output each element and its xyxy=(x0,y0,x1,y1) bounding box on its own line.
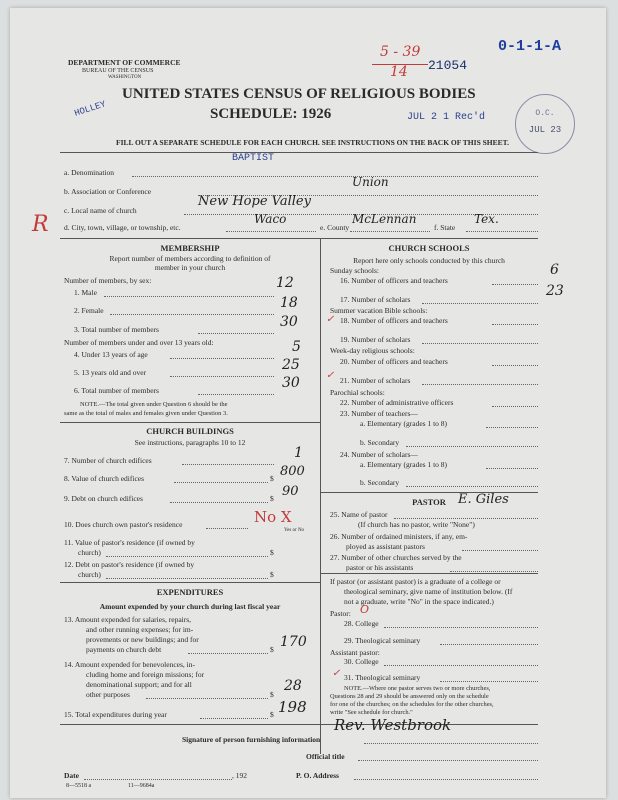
q17-label: 17. Number of scholars xyxy=(340,295,411,304)
q13-label-d: payments on church debt xyxy=(86,645,162,654)
q23-label: 23. Number of teachers— xyxy=(340,409,418,418)
q23a-label: a. Elementary (grades 1 to 8) xyxy=(360,419,448,428)
q6-line xyxy=(198,394,274,395)
membership-sub-2: member in your church xyxy=(154,263,226,272)
membership-note-2: same as the total of males and females given under Question 3. xyxy=(64,410,228,417)
form-title: UNITED STATES CENSUS OF RELIGIOUS BODIES xyxy=(122,86,476,102)
pastor-note-3: for one of the churches; on the schedules for the other churches, xyxy=(330,701,494,708)
official-title-label: Official title xyxy=(306,752,345,761)
pastor-note-2: Questions 28 and 29 should be answered only on the schedule xyxy=(330,693,489,700)
association-label: b. Association or Conference xyxy=(64,187,152,196)
expenditures-sub: Amount expended by your church during last fiscal year xyxy=(99,602,281,611)
pastor-red-mark: O xyxy=(360,603,370,616)
q19-label: 19. Number of scholars xyxy=(340,335,411,344)
schedule-title: SCHEDULE: 1926 xyxy=(210,106,332,122)
date-line xyxy=(84,779,232,780)
body-bottom-rule xyxy=(60,724,538,725)
schedule-number: 21054 xyxy=(428,58,468,73)
q12-label-b: church) xyxy=(78,570,101,579)
q3-label: 3. Total number of members xyxy=(74,325,159,334)
membership-title: MEMBERSHIP xyxy=(160,243,220,253)
denomination-line xyxy=(132,176,538,177)
q31-line xyxy=(440,681,538,682)
buildings-sub: See instructions, paragraphs 10 to 12 xyxy=(134,438,246,447)
holley-stamp: HOLLEY xyxy=(73,99,108,119)
q10-label: 10. Does church own pastor's residence xyxy=(64,520,183,529)
age-heading: Number of members under and over 13 years old: xyxy=(64,338,214,347)
q15-value: 198 xyxy=(278,698,307,716)
q4-label: 4. Under 13 years of age xyxy=(74,350,148,359)
date-label: Date xyxy=(64,771,79,780)
assistant-sublabel: Assistant pastor: xyxy=(330,648,380,657)
q1-value: 12 xyxy=(276,275,294,291)
q16-line xyxy=(492,284,538,285)
census-schedule-form xyxy=(10,8,606,798)
q15-dollar: $ xyxy=(270,710,274,719)
q21-label: 21. Number of scholars xyxy=(340,376,411,385)
q23b-line xyxy=(406,446,538,447)
q25-value: E. Giles xyxy=(458,492,509,507)
signature-value: Rev. Westbrook xyxy=(334,716,452,734)
q27-label-b: pastor or his assistants xyxy=(346,563,414,572)
pastor-note-4: write "See schedule for church." xyxy=(330,709,413,716)
q23a-line xyxy=(486,427,538,428)
form-number: 8—5518 a xyxy=(66,783,92,789)
q6-label: 6. Total number of members xyxy=(74,386,159,395)
po-address-label: P. O. Address xyxy=(296,771,339,780)
buildings-rule xyxy=(60,582,320,583)
denomination-label: a. Denomination xyxy=(64,168,114,177)
q20-line xyxy=(492,365,538,366)
q25-label: 25. Name of pastor xyxy=(330,510,388,519)
membership-note-1: NOTE.—The total given under Question 6 should be the xyxy=(80,401,228,408)
summer-schools: Summer vacation Bible schools: xyxy=(330,306,428,315)
q13-line xyxy=(188,653,268,654)
q24a-label: a. Elementary (grades 1 to 8) xyxy=(360,460,448,469)
pastor-note-1: NOTE.—Where one pastor serves two or more churches, xyxy=(344,685,491,692)
signature-line xyxy=(364,743,538,744)
q30-line xyxy=(384,665,538,666)
membership-sub-1: Report number of members according to definition of xyxy=(109,254,271,263)
city-line xyxy=(226,231,316,232)
city-label-d: d. City, town, village, or township, etc. xyxy=(64,223,181,232)
q26-label-b: ployed as assistant pastors xyxy=(346,542,425,551)
q9-line xyxy=(170,502,268,503)
official-title-line xyxy=(358,760,538,761)
q29-label: 29. Theological seminary xyxy=(344,636,421,645)
association-value: Union xyxy=(352,175,389,189)
q28-label: 28. College xyxy=(344,619,379,628)
q15-label: 15. Total expenditures during year xyxy=(64,710,167,719)
q22-label: 22. Number of administrative officers xyxy=(340,398,454,407)
q10-value: No X xyxy=(254,508,292,526)
county-line xyxy=(350,231,430,232)
county-label: e. County xyxy=(320,223,350,232)
q16-label: 16. Number of officers and teachers xyxy=(340,276,448,285)
q3-line xyxy=(198,333,274,334)
bureau-label: BUREAU OF THE CENSUS xyxy=(82,68,154,74)
q26-label-a: 26. Number of ordained ministers, if any, em- xyxy=(330,532,468,541)
department-label: DEPARTMENT OF COMMERCE xyxy=(68,58,181,67)
q23b-label: b. Secondary xyxy=(360,438,400,447)
q8-label: 8. Value of church edifices xyxy=(64,474,145,483)
q7-line xyxy=(182,464,274,465)
q15-line xyxy=(200,718,268,719)
print-number: 11—9684a xyxy=(128,783,155,789)
general-rule xyxy=(60,238,538,239)
church-name-label: c. Local name of church xyxy=(64,206,137,215)
q4-value: 5 xyxy=(292,339,301,355)
q10-line xyxy=(206,528,248,529)
q16-value: 6 xyxy=(550,262,559,278)
q29-line xyxy=(440,644,538,645)
q22-line xyxy=(492,406,538,407)
schools-title: CHURCH SCHOOLS xyxy=(388,243,470,253)
r-margin-mark: R xyxy=(32,212,49,237)
q5-value: 25 xyxy=(282,357,300,373)
q21-line xyxy=(422,384,538,385)
q2-label: 2. Female xyxy=(74,306,104,315)
q4-line xyxy=(170,358,274,359)
graduate-note-1: If pastor (or assistant pastor) is a graduate of a college or xyxy=(330,577,501,586)
buildings-title: CHURCH BUILDINGS xyxy=(146,426,234,436)
membership-rule xyxy=(60,422,320,423)
q5-line xyxy=(170,376,274,377)
q20-label: 20. Number of officers and teachers xyxy=(340,357,448,366)
q14-line xyxy=(146,698,268,699)
fraction-top: 5 - 39 xyxy=(380,44,421,60)
q9-dollar: $ xyxy=(270,494,274,503)
q31-label: 31. Theological seminary xyxy=(344,673,421,682)
q17-line xyxy=(422,303,538,304)
q12-line xyxy=(106,578,268,579)
q27-line xyxy=(450,571,538,572)
q31-check: ✓ xyxy=(332,668,341,679)
sunday-schools: Sunday schools: xyxy=(330,266,379,275)
q19-line xyxy=(422,343,538,344)
q14-label-c: denominational support; and for all xyxy=(86,680,192,689)
q7-value: 1 xyxy=(294,445,303,461)
city-value: Waco xyxy=(254,212,287,226)
q1-label: 1. Male xyxy=(74,288,97,297)
q25-note: (If church has no pastor, write "None") xyxy=(358,520,475,529)
header-rule xyxy=(60,152,538,153)
q27-label-a: 27. Number of other churches served by the xyxy=(330,553,462,562)
q14-label-d: other purposes xyxy=(86,690,130,699)
q13-value: 170 xyxy=(280,634,307,650)
q24-label: 24. Number of scholars— xyxy=(340,450,418,459)
q21-check: ✓ xyxy=(326,370,335,381)
q11-dollar: $ xyxy=(270,548,274,557)
file-code: 0-1-1-A xyxy=(498,38,562,55)
po-address-line xyxy=(354,779,538,780)
q13-label-a: 13. Amount expended for salaries, repairs, xyxy=(64,615,192,624)
q8-value: 800 xyxy=(280,464,305,479)
county-value: McLennan xyxy=(352,212,417,226)
q11-label-a: 11. Value of pastor's residence (if owned by xyxy=(64,538,195,547)
q9-label: 9. Debt on church edifices xyxy=(64,494,143,503)
members-by-sex: Number of members, by sex: xyxy=(64,276,152,285)
q14-dollar: $ xyxy=(270,690,274,699)
received-stamp: JUL 2 1 Rec'd xyxy=(407,112,486,123)
pastor-title: PASTOR xyxy=(412,497,446,507)
q8-dollar: $ xyxy=(270,474,274,483)
denomination-value: BAPTIST xyxy=(232,153,275,164)
q17-value: 23 xyxy=(546,283,564,299)
date-year: , 192 xyxy=(232,771,247,780)
q18-label: 18. Number of officers and teachers xyxy=(340,316,448,325)
seal-line-1: O.C. xyxy=(535,109,555,118)
church-name-value: New Hope Valley xyxy=(198,194,311,209)
expenditures-title: EXPENDITURES xyxy=(156,587,224,597)
q13-dollar: $ xyxy=(270,645,274,654)
state-value: Tex. xyxy=(474,212,499,226)
state-label: f. State xyxy=(434,223,456,232)
q13-label-b: and other running expenses; for im- xyxy=(86,625,194,634)
q24a-line xyxy=(486,468,538,469)
q7-label: 7. Number of church edifices xyxy=(64,456,152,465)
q26-line xyxy=(462,550,538,551)
graduate-note-3: not a graduate, write "No" in the space indicated.) xyxy=(344,597,494,606)
q30-label: 30. College xyxy=(344,657,379,666)
q14-label-a: 14. Amount expended for benevolences, in- xyxy=(64,660,196,669)
q2-value: 18 xyxy=(280,295,298,311)
schools-sub: Report here only schools conducted by this church xyxy=(353,256,505,265)
city-label: WASHINGTON xyxy=(108,75,142,80)
instruction-line: FILL OUT A SEPARATE SCHEDULE FOR EACH CHURCH. SEE INSTRUCTIONS ON THE BACK OF THIS SHEET. xyxy=(116,138,509,147)
q8-line xyxy=(174,482,268,483)
q18-line xyxy=(492,324,538,325)
q24b-line xyxy=(406,486,538,487)
received-seal xyxy=(515,94,575,154)
pastor-sublabel: Pastor: xyxy=(330,609,351,618)
signature-label: Signature of person furnishing information xyxy=(182,735,321,744)
q24b-label: b. Secondary xyxy=(360,478,400,487)
seal-line-2: JUL 23 xyxy=(528,125,562,135)
column-divider xyxy=(320,238,321,754)
q14-value: 28 xyxy=(284,678,302,694)
q9-value: 90 xyxy=(282,484,299,499)
q14-label-b: cluding home and foreign missions; for xyxy=(86,670,205,679)
q18-check: ✓ xyxy=(326,314,335,325)
q12-dollar: $ xyxy=(270,570,274,579)
q28-line xyxy=(384,627,538,628)
q1-line xyxy=(104,296,274,297)
parochial-schools: Parochial schools: xyxy=(330,388,385,397)
q3-value: 30 xyxy=(280,314,298,330)
state-line xyxy=(466,231,538,232)
weekday-schools: Week-day religious schools: xyxy=(330,346,415,355)
graduate-note-2: theological seminary, give name of institution below. (If xyxy=(344,587,513,596)
q6-value: 30 xyxy=(282,375,300,391)
q13-label-c: provements or new buildings; and for xyxy=(86,635,199,644)
q11-line xyxy=(106,556,268,557)
fraction-bottom: 14 xyxy=(390,64,408,80)
q25-line xyxy=(394,518,538,519)
pastor-rule xyxy=(320,573,538,574)
q10-yes-no: Yes or No xyxy=(284,528,305,533)
q11-label-b: church) xyxy=(78,548,101,557)
q5-label: 5. 13 years old and over xyxy=(74,368,147,377)
q2-line xyxy=(110,314,274,315)
q12-label-a: 12. Debt on pastor's residence (if owned by xyxy=(64,560,195,569)
